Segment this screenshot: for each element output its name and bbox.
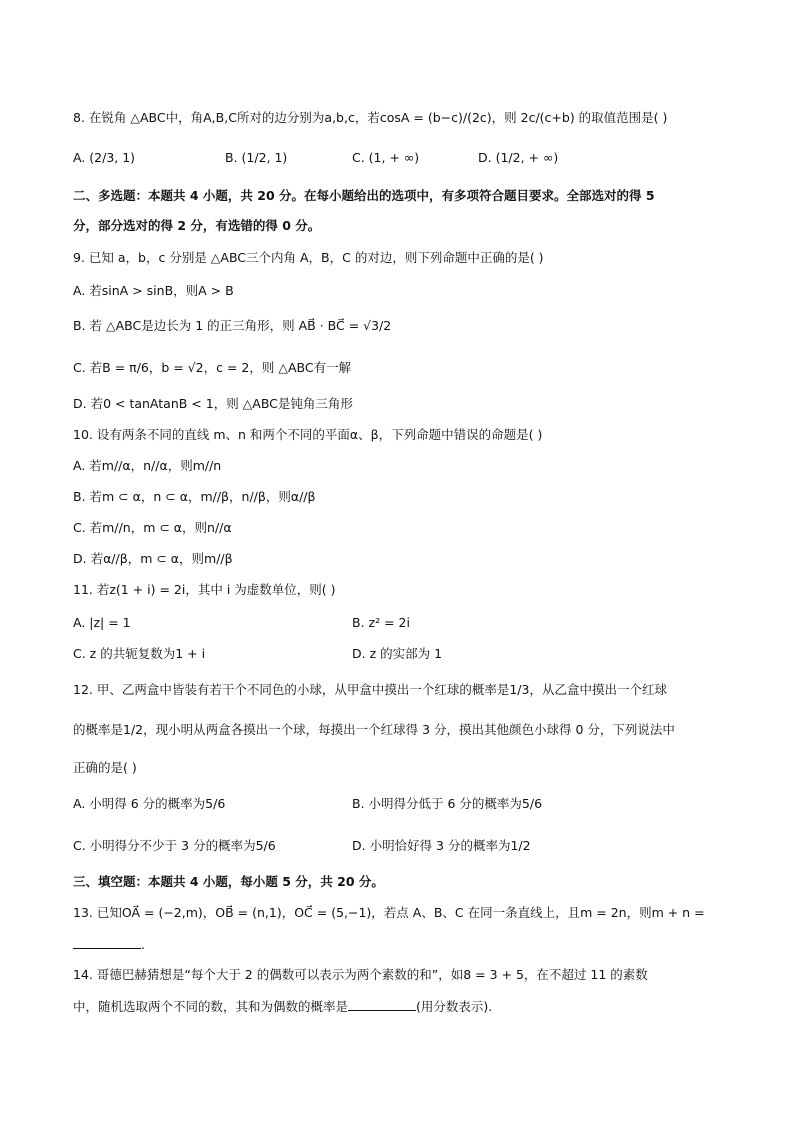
q14-stem-text: 中，随机选取两个不同的数，其和为偶数的概率是	[73, 999, 349, 1014]
q11-stem: 11. 若z(1 + i) = 2i，其中 i 为虚数单位，则( )	[73, 582, 336, 597]
q10-stem: 10. 设有两条不同的直线 m、n 和两个不同的平面α、β，下列命题中错误的命题是( )	[73, 427, 543, 442]
q8-option-b: B. (1/2, 1)	[225, 150, 288, 165]
q11-option-d: D. z 的实部为 1	[352, 646, 443, 661]
q12-option-b: B. 小明得分低于 6 分的概率为5/6	[352, 796, 543, 811]
q9-option-b: B. 若 △ABC是边长为 1 的正三角形，则 AB⃗ · BC⃗ = √3/2	[73, 318, 392, 333]
q10-option-b: B. 若m ⊂ α，n ⊂ α，m//β，n//β，则α//β	[73, 489, 316, 504]
q8-stem: 8. 在锐角 △ABC中，角A,B,C所对的边分别为a,b,c，若cosA = (b−c)/(2c)，则 2c/(c+b) 的取值范围是( )	[73, 110, 668, 125]
section-2-heading: 二、多选题：本题共 4 小题，共 20 分。在每小题给出的选项中，有多项符合题目要求。全部选对的得 5	[73, 188, 655, 203]
q13-answer-line	[73, 934, 145, 955]
section-3-heading: 三、填空题：本题共 4 小题，每小题 5 分，共 20 分。	[73, 874, 384, 889]
q10-option-d: D. 若α//β，m ⊂ α，则m//β	[73, 551, 233, 566]
q11-option-c: C. z 的共轭复数为1 + i	[73, 646, 206, 661]
q10-option-a: A. 若m//α，n//α，则m//n	[73, 458, 222, 473]
q12-stem-line2: 的概率是1/2，现小明从两盒各摸出一个球，每摸出一个红球得 3 分，摸出其他颜色小球得 0 分，下列说法中	[73, 722, 675, 737]
section-2-heading-cont: 分，部分选对的得 2 分，有选错的得 0 分。	[73, 218, 321, 233]
q12-option-c: C. 小明得分不少于 3 分的概率为5/6	[73, 838, 276, 853]
q11-option-a: A. |z| = 1	[73, 615, 131, 630]
q11-option-b: B. z² = 2i	[352, 615, 410, 630]
q12-option-d: D. 小明恰好得 3 分的概率为1/2	[352, 838, 531, 853]
q12-option-a: A. 小明得 6 分的概率为5/6	[73, 796, 226, 811]
q14-stem-line1: 14. 哥德巴赫猜想是“每个大于 2 的偶数可以表示为两个素数的和”，如8 = 3 + 5，在不超过 11 的素数	[73, 967, 648, 982]
q8-option-a: A. (2/3, 1)	[73, 150, 136, 165]
q9-option-c: C. 若B = π/6，b = √2，c = 2，则 △ABC有一解	[73, 360, 352, 375]
q8-option-c: C. (1, + ∞)	[352, 150, 420, 165]
q10-option-c: C. 若m//n，m ⊂ α，则n//α	[73, 520, 232, 535]
q9-stem: 9. 已知 a，b，c 分别是 △ABC三个内角 A，B，C 的对边，则下列命题中正确的是( )	[73, 250, 544, 265]
q14-answer-blank[interactable]	[348, 996, 416, 1011]
q14-stem-line2	[73, 996, 492, 1017]
q13-answer-blank[interactable]	[73, 934, 141, 949]
q8-option-d: D. (1/2, + ∞)	[478, 150, 559, 165]
q12-stem-line1: 12. 甲、乙两盒中皆装有若干个不同色的小球，从甲盒中摸出一个红球的概率是1/3，从乙盒中摸出一个红球	[73, 682, 667, 697]
q12-stem-line3: 正确的是( )	[73, 760, 137, 775]
q9-option-d: D. 若0 < tanAtanB < 1，则 △ABC是钝角三角形	[73, 396, 353, 411]
q14-hint: (用分数表示).	[416, 999, 493, 1014]
q9-option-a: A. 若sinA > sinB，则A > B	[73, 283, 234, 298]
q13-stem: 13. 已知OA⃗ = (−2,m)，OB⃗ = (n,1)，OC⃗ = (5,−1)，若点 A、B、C 在同一条直线上，且m = 2n，则m + n =	[73, 905, 705, 920]
q13-period: .	[141, 937, 145, 952]
